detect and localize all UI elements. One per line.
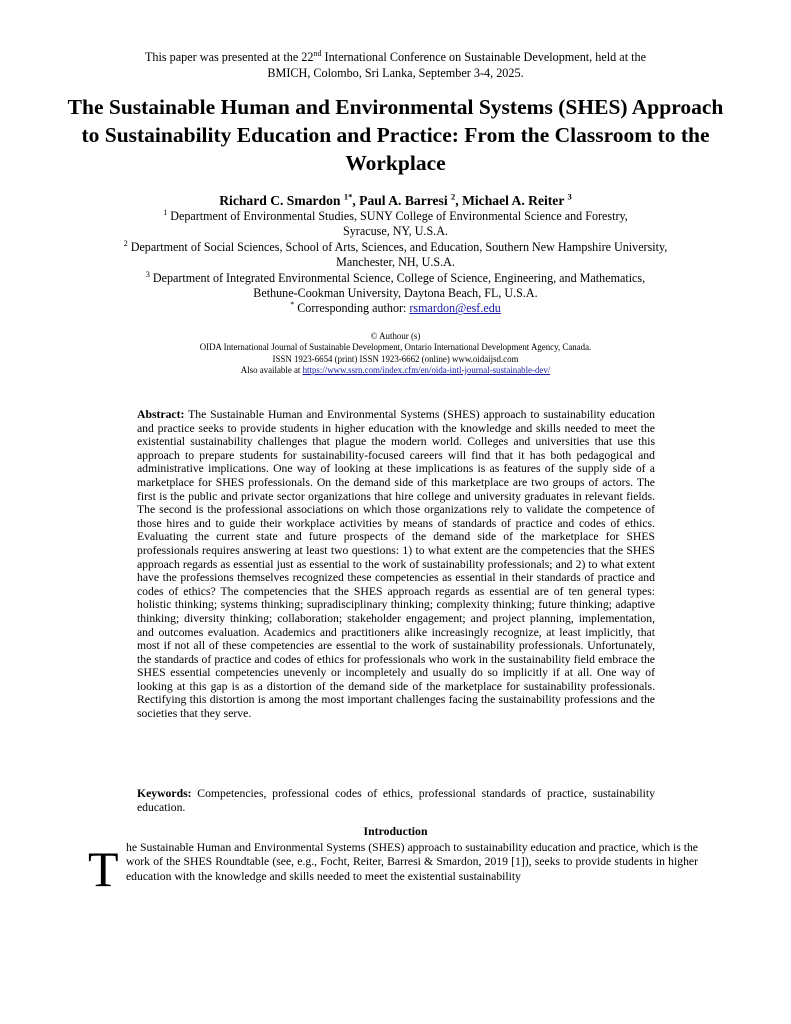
affiliation-line: Bethune-Cookman University, Daytona Beach, FL, U.S.A. <box>253 286 538 301</box>
author-name: Paul A. Barresi <box>359 193 452 208</box>
author-list <box>60 192 731 209</box>
corresponding-mark: * <box>290 300 295 310</box>
keywords-label: Keywords: <box>137 787 192 800</box>
available-line <box>60 365 731 376</box>
corresponding-author <box>60 301 731 316</box>
affiliation-mark: 1 <box>163 207 168 217</box>
introduction-section <box>88 841 698 901</box>
introduction-text: he Sustainable Human and Environmental Systems (SHES) approach to sustainability education and practice, which is the work of the SHES Roundtable (see, e.g., Focht, Reiter, Barresi & Smardon, 2019 [1]), seeks to provide students in higher education with the knowledge and skills needed to meet the existential sustainability <box>126 841 698 883</box>
keywords <box>137 787 655 814</box>
author-separator: , <box>455 193 463 208</box>
affiliation-list <box>60 209 731 317</box>
introduction-heading: Introduction <box>363 824 428 838</box>
affiliation-line: Syracuse, NY, U.S.A. <box>343 224 448 239</box>
conference-note <box>100 49 691 81</box>
abstract-label: Abstract: <box>137 408 185 421</box>
conference-note-line1-pre: This paper was presented at the 22 <box>144 50 314 64</box>
paper-title: The Sustainable Human and Environmental Systems (SHES) Approach to Sustainability Education and Practice: From the Classroom to the Workplace <box>67 95 724 175</box>
abstract-text: The Sustainable Human and Environmental Systems (SHES) approach to sustainability education and practice seeks to provide students in higher education with the knowledge and skills needed to meet the existential sustainability challenges that plague the modern world. Colleges and universities that use this approach to prepare students for sustainability-focused careers will find that it has both pedagogical and administrative implications. One way of looking at these implications is as features of the supply side of a marketplace for SHES professionals. On the demand side of this marketplace are two groups of actors. The first is the public and private sector organizations that hire college and university graduates in relevant fields. The second is the professional associations on which those organizations rely to validate the competence of those hires and to guide their workplace activities by means of standards of practice and codes of ethics. Evaluating the current state and future prospects of the demand side of the marketplace for SHES professionals requires answering at least two questions: 1) to what extent are the competencies that the SHES approach regards as essential just as essential to the work of sustainability professionals; and 2) to what extent have the professions themselves recognized these competencies as essential in their standards of practice and codes of ethics? The competencies that the SHES approach regards as essential are of ten general types: holistic thinking; systems thinking; supradisciplinary thinking; complexity thinking; future thinking; adaptive thinking; diversity thinking; collaboration; stakeholder engagement; and project planning, implementation, and outcomes evaluation. Academics and practitioners alike increasingly recognize, at least implicitly, that most if not all of these competencies are essential to the work of sustainability professionals. Unfortunately, the standards of practice and codes of ethics for professionals who work in the sustainability field embrace the SHES essential competencies unevenly or incompletely and usually do so implicitly if at all. One way of looking at this gap is as a distortion of the demand side of the marketplace for sustainability professionals. Rectifying this distortion is among the most important challenges facing the sustainability professions and the societies that they serve. <box>137 408 655 721</box>
author-affiliation-mark: 2 <box>451 191 456 202</box>
affiliation-line <box>60 271 731 286</box>
conference-note-line2: BMICH, Colombo, Sri Lanka, September 3-4, 2025. <box>267 66 524 80</box>
affiliation-text: Department of Environmental Studies, SUNY College of Environmental Science and Forestry, <box>167 209 628 223</box>
affiliation-text: Department of Integrated Environmental Science, College of Science, Engineering, and Mathematics, <box>149 270 646 285</box>
issn-line: ISSN 1923-6654 (print) ISSN 1923-6662 (online) www.oidaijsd.com <box>272 353 519 364</box>
conference-note-superscript: nd <box>313 48 322 58</box>
abstract <box>137 408 655 721</box>
affiliation-line: Manchester, NH, U.S.A. <box>336 255 455 270</box>
affiliation-mark: 2 <box>123 238 128 248</box>
author-separator: , <box>352 193 360 208</box>
author-affiliation-mark: 1* <box>343 191 353 202</box>
affiliation-line <box>60 240 731 255</box>
corresponding-label: Corresponding author: <box>294 301 410 316</box>
available-label: Also available at <box>240 364 303 375</box>
conference-note-line1-post: International Conference on Sustainable Development, held at the <box>321 50 647 64</box>
author-affiliation-mark: 3 <box>567 191 572 202</box>
corresponding-email-link[interactable]: rsmardon@esf.edu <box>409 301 501 316</box>
ssrn-link[interactable]: https://www.ssrn.com/index.cfm/en/oida-intl-journal-sustainable-dev/ <box>302 364 551 375</box>
journal-line: OIDA International Journal of Sustainable Development, Ontario International Development Agency, Canada. <box>199 342 592 353</box>
affiliation-line <box>60 209 731 224</box>
keywords-text: Competencies, professional codes of ethics, professional standards of practice, sustainability education. <box>137 787 655 814</box>
author-name: Michael A. Reiter <box>462 193 568 208</box>
copyright-line: © Authour (s) <box>370 331 421 341</box>
author-name: Richard C. Smardon <box>219 193 344 208</box>
publication-info <box>60 331 731 376</box>
drop-cap: T <box>88 841 119 897</box>
affiliation-mark: 3 <box>145 269 150 279</box>
affiliation-text: Department of Social Sciences, School of Arts, Sciences, and Education, Southern New Hampshire University, <box>127 239 668 254</box>
